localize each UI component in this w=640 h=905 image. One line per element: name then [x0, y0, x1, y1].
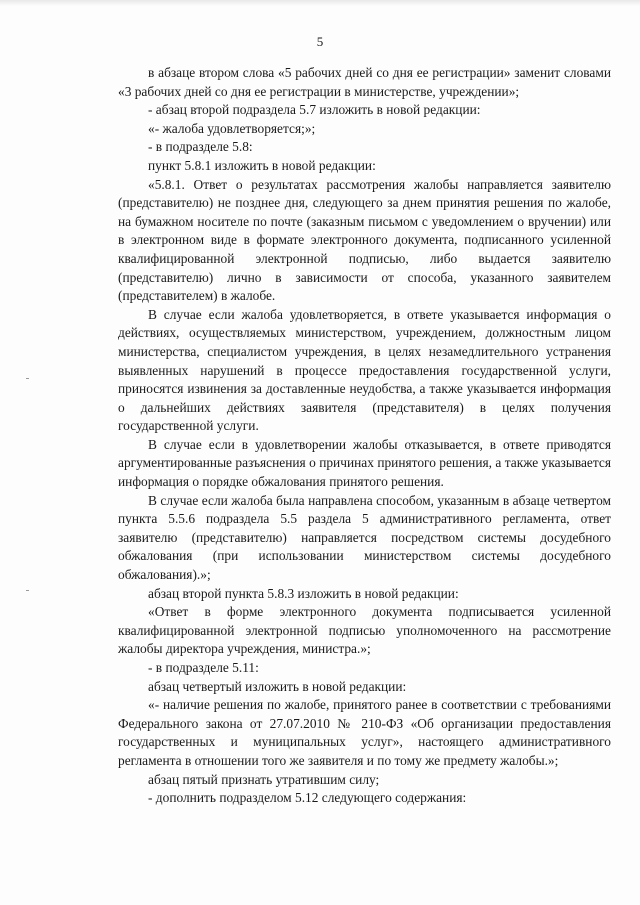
scan-mark	[26, 378, 29, 379]
paragraph: «5.8.1. Ответ о результатах рассмотрения жалобы направляется заявителю (представителю) не позднее дня, следующего за днем принятия решения по жалобе, на бумажном носителе по почте (заказным письмом с уведомлением о вручении) или в электронном виде в формате электронного документа, подписанного усиленной квалифицированной электронной подписью, либо выдается заявителю (представителю) лично в зависимости от способа, указанного заявителем (представителем) в жалобе.	[118, 176, 611, 304]
paragraph: В случае если жалоба была направлена способом, указанным в абзаце четвертом пункта 5.5.6 подраздела 5.5 раздела 5 административного регламента, ответ заявителю (представителю) направляется посредством системы досудебного обжалования (при использовании министерством системы досудебного обжалования).»;	[118, 492, 611, 583]
paragraph: В случае если жалоба удовлетворяется, в ответе указывается информация о действиях, осуществляемых министерством, учреждением, должностным лицом министерства, специалистом учреждения, в целях незамедлительного устранения выявленных нарушений в процессе предоставления государственной услуги, приносятся извинения за доставленные неудобства, а также указывается информация о дальнейших действиях заявителя (представителя) в целях получения государственной услуги.	[118, 306, 611, 434]
paragraph: пункт 5.8.1 изложить в новой редакции:	[148, 157, 376, 173]
paragraph: - дополнить подразделом 5.12 следующего содержания:	[148, 790, 467, 806]
paragraph: В случае если в удовлетворении жалобы отказывается, в ответе приводятся аргументированные разъяснения о причинах принятого решения, а также указывается информация о порядке обжалования принятого решения.	[118, 436, 611, 490]
scan-mark	[26, 590, 29, 591]
paragraph: абзац второй пункта 5.8.3 изложить в новой редакции:	[148, 585, 459, 601]
document-body	[118, 64, 611, 808]
paragraph: в абзаце втором слова «5 рабочих дней со дня ее регистрации» заменит словами «3 рабочих дней со дня ее регистрации в министерстве, учреждении»;	[118, 65, 611, 99]
paragraph: «Ответ в форме электронного документа подписывается усиленной квалифицированной электронной подписью уполномоченного на рассмотрение жалобы директора учреждения, министра.»;	[118, 604, 611, 657]
paragraph: абзац четвертый изложить в новой редакции:	[148, 678, 407, 694]
scan-edge	[0, 0, 640, 6]
paragraph: - в подразделе 5.11:	[148, 660, 259, 675]
paragraph: - абзац второй подраздела 5.7 изложить в новой редакции:	[148, 102, 481, 118]
paragraph: абзац пятый признать утратившим силу;	[148, 771, 380, 787]
paragraph: - в подразделе 5.8:	[148, 139, 253, 155]
paragraph: «- наличие решения по жалобе, принятого ранее в соответствии с требованиями Федерального закона от 27.07.2010 № 210-ФЗ «Об организации предоставления государственных и муниципальных услуг», настоящего административного регламента в отношении того же заявителя и по тому же предмету жалобы.»;	[118, 697, 611, 768]
page-number: 5	[316, 34, 324, 49]
paragraph: «- жалоба удовлетворяется;»;	[148, 120, 316, 136]
